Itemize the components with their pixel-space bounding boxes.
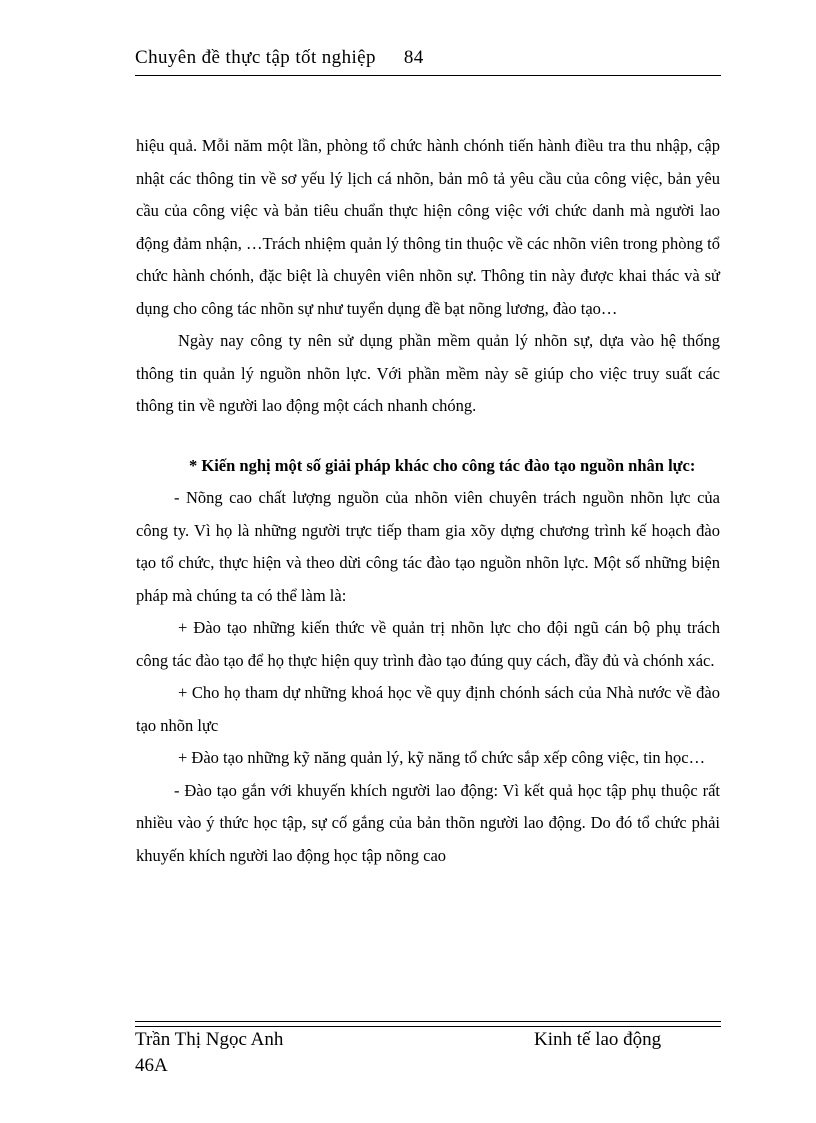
footer-department: Kinh tế lao động (534, 1029, 662, 1050)
page-body (136, 130, 720, 872)
paragraph: Ngày nay công ty nên sử dụng phần mềm quản lý nhõn sự, dựa vào hệ thống thông tin quản lý nguồn nhõn lực. Với phần mềm này sẽ giúp cho việc truy suất các thông tin về người lao động một cách nhanh chóng. (136, 331, 720, 415)
paragraph: - Đào tạo gắn với khuyến khích người lao động: Vì kết quả học tập phụ thuộc rất nhiều vào ý thức học tập, sự cố gắng của bản thõn người lao động. Do đó tổ chức phải khuyến khích người lao động học tập nõng cao (136, 780, 720, 865)
list-item: + Cho họ tham dự những khoá học về quy định chónh sách của Nhà nước về đào tạo nhõn lực (136, 683, 720, 735)
page-header (135, 47, 721, 76)
list-item: + Đào tạo những kỹ năng quản lý, kỹ năng tổ chức sắp xếp công việc, tin học… (178, 748, 706, 767)
footer-class: 46A (135, 1055, 168, 1076)
header-title: Chuyên đề thực tập tốt nghiệp (135, 47, 376, 68)
paragraph: hiệu quả. Mỗi năm một lần, phòng tổ chức hành chónh tiến hành điều tra thu nhập, cập nhật các thông tin về sơ yếu lý lịch cá nhõn, bản mô tả yêu cầu của công việc, bản yêu cầu của công việc và bản tiêu chuẩn thực hiện công việc với chức danh mà người lao động đảm nhận, …Trách nhiệm quản lý thông tin thuộc về các nhõn viên trong phòng tổ chức hành chónh, đặc biệt là chuyên viên nhõn sự. Thông tin này được khai thác và sử dụng cho công tác nhõn sự như tuyển dụng đề bạt nõng lương, đào tạo… (136, 136, 720, 318)
paragraph: - Nõng cao chất lượng nguồn của nhõn viên chuyên trách nguồn nhõn lực của công ty. Vì họ là những người trực tiếp tham gia xõy dựng chương trình kế hoạch đào tạo tổ chức, thực hiện và theo dừi công tác đào tạo nguồn nhõn lực. Một số những biện pháp mà chúng ta có thể làm là: (136, 488, 720, 605)
section-heading: * Kiến nghị một số giải pháp khác cho công tác đào tạo nguồn nhân lực: (189, 455, 696, 475)
page-number: 84 (403, 47, 424, 68)
list-item: + Đào tạo những kiến thức về quản trị nhõn lực cho đội ngũ cán bộ phụ trách công tác đào tạo để họ thực hiện quy trình đào tạo đúng quy cách, đầy đủ và chónh xác. (136, 618, 720, 670)
footer-author: Trần Thị Ngọc Anh (135, 1029, 284, 1050)
page-footer (135, 1027, 721, 1079)
